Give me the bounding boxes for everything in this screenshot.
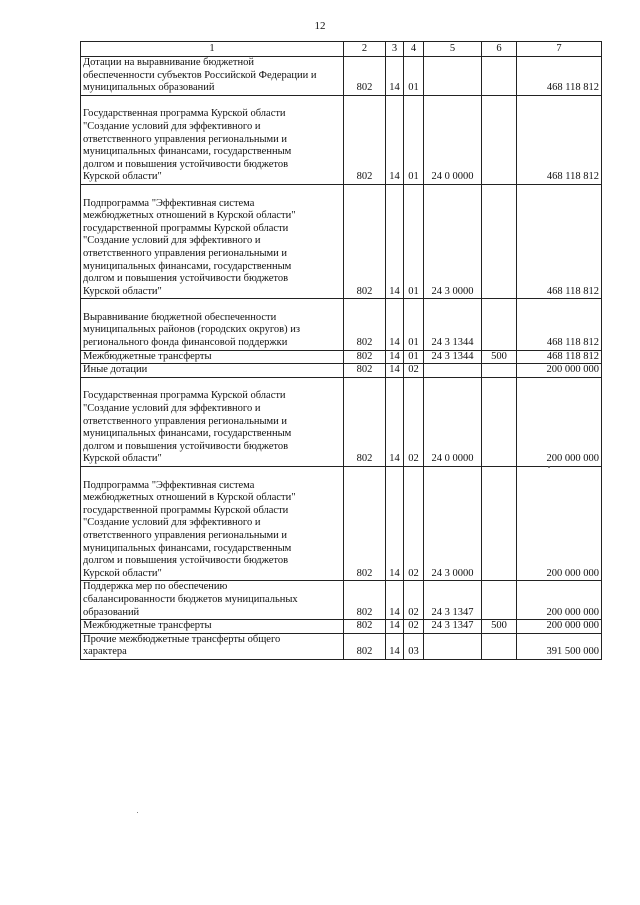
description-line: "Создание условий для эффективного и <box>83 403 261 415</box>
cell-c2: 802 <box>344 364 386 378</box>
cell-c3: 14 <box>386 467 404 581</box>
description-line: регионального фонда финансовой поддержки <box>83 337 288 349</box>
cell-c3: 14 <box>386 57 404 96</box>
cell-c3: 14 <box>386 364 404 378</box>
description-line: ответственного управления региональными и <box>83 529 288 541</box>
cell-c6 <box>482 581 517 620</box>
description-line: муниципальных финансами, государственным <box>83 260 292 272</box>
description-line: Курской области" <box>83 285 162 297</box>
description-line: муниципальных финансами, государственным <box>83 542 292 554</box>
cell-c3: 14 <box>386 299 404 350</box>
row-description <box>81 364 344 378</box>
budget-table <box>80 41 602 660</box>
cell-c5: 24 3 1347 <box>424 581 482 620</box>
description-line: Государственная программа Курской области <box>83 108 286 120</box>
cell-c2: 802 <box>344 95 386 184</box>
table-row <box>81 350 602 364</box>
cell-c6 <box>482 184 517 298</box>
cell-c5: 24 0 0000 <box>424 377 482 466</box>
description-line: долгом и повышения устойчивости бюджетов <box>83 555 289 567</box>
row-description <box>81 95 344 184</box>
table-row <box>81 95 602 184</box>
description-line: долгом и повышения устойчивости бюджетов <box>83 158 289 170</box>
cell-c3: 14 <box>386 377 404 466</box>
row-description <box>81 633 344 659</box>
cell-c3: 14 <box>386 95 404 184</box>
cell-c2: 802 <box>344 620 386 634</box>
scan-speck <box>137 812 138 813</box>
cell-c5: 24 3 0000 <box>424 467 482 581</box>
cell-c5: 24 3 0000 <box>424 184 482 298</box>
description-line: Курской области" <box>83 567 162 579</box>
description-line: государственной программы Курской области <box>83 222 289 234</box>
cell-c7: 468 118 812 <box>517 299 602 350</box>
description-line: Подпрограмма "Эффективная система <box>83 479 255 491</box>
header-col-7: 7 <box>517 42 602 57</box>
cell-c4: 01 <box>404 299 424 350</box>
description-line: Выравнивание бюджетной обеспеченности <box>83 311 277 323</box>
description-line: долгом и повышения устойчивости бюджетов <box>83 273 289 285</box>
cell-c5: 24 3 1344 <box>424 299 482 350</box>
description-line: муниципальных районов (городских округов) из <box>83 324 300 336</box>
cell-c6 <box>482 57 517 96</box>
cell-c7: 468 118 812 <box>517 350 602 364</box>
cell-c3: 14 <box>386 350 404 364</box>
row-description <box>81 299 344 350</box>
description-line: обеспеченности субъектов Российской Федерации и <box>83 69 317 81</box>
header-col-5: 5 <box>424 42 482 57</box>
table-row <box>81 467 602 581</box>
cell-c6: 500 <box>482 620 517 634</box>
description-line: сбалансированности бюджетов муниципальных <box>83 593 298 605</box>
description-line: муниципальных образований <box>83 82 215 94</box>
cell-c2: 802 <box>344 299 386 350</box>
description-line: образований <box>83 606 140 618</box>
cell-c6: 500 <box>482 350 517 364</box>
cell-c3: 14 <box>386 581 404 620</box>
cell-c3: 14 <box>386 184 404 298</box>
cell-c6 <box>482 364 517 378</box>
header-col-4: 4 <box>404 42 424 57</box>
cell-c2: 802 <box>344 377 386 466</box>
cell-c4: 01 <box>404 184 424 298</box>
cell-c4: 02 <box>404 467 424 581</box>
description-line: Подпрограмма "Эффективная система <box>83 197 255 209</box>
row-description <box>81 467 344 581</box>
cell-c7: 200 000 000 <box>517 581 602 620</box>
cell-c7: 200 000 000 <box>517 364 602 378</box>
description-line: долгом и повышения устойчивости бюджетов <box>83 440 289 452</box>
description-line: Иные дотации <box>83 364 148 376</box>
table-row <box>81 581 602 620</box>
row-description <box>81 620 344 634</box>
description-line: "Создание условий для эффективного и <box>83 120 261 132</box>
description-line: ответственного управления региональными и <box>83 415 288 427</box>
cell-c7: 468 118 812 <box>517 95 602 184</box>
table-row <box>81 377 602 466</box>
cell-c6 <box>482 299 517 350</box>
header-col-3: 3 <box>386 42 404 57</box>
cell-c4: 03 <box>404 633 424 659</box>
description-line: межбюджетных отношений в Курской области" <box>83 210 296 222</box>
cell-c5: 24 3 1344 <box>424 350 482 364</box>
cell-c2: 802 <box>344 467 386 581</box>
cell-c7: 200 000 000 <box>517 467 602 581</box>
description-line: Дотации на выравнивание бюджетной <box>83 57 255 68</box>
blank-line <box>83 96 341 109</box>
scan-speck <box>548 466 550 468</box>
description-line: ответственного управления региональными и <box>83 133 288 145</box>
cell-c7: 200 000 000 <box>517 620 602 634</box>
description-line: Курской области" <box>83 171 162 183</box>
cell-c2: 802 <box>344 581 386 620</box>
cell-c2: 802 <box>344 57 386 96</box>
header-col-2: 2 <box>344 42 386 57</box>
cell-c3: 14 <box>386 633 404 659</box>
row-description <box>81 350 344 364</box>
description-line: Курской области" <box>83 453 162 465</box>
cell-c4: 02 <box>404 620 424 634</box>
table-row <box>81 57 602 96</box>
cell-c7: 200 000 000 <box>517 377 602 466</box>
description-line: Межбюджетные трансферты <box>83 350 212 362</box>
description-line: Прочие межбюджетные трансферты общего <box>83 633 281 645</box>
cell-c4: 02 <box>404 364 424 378</box>
blank-line <box>83 185 341 198</box>
cell-c2: 802 <box>344 184 386 298</box>
cell-c6 <box>482 95 517 184</box>
cell-c4: 02 <box>404 581 424 620</box>
cell-c7: 391 500 000 <box>517 633 602 659</box>
row-description <box>81 377 344 466</box>
cell-c4: 01 <box>404 57 424 96</box>
description-line: Межбюджетные трансферты <box>83 620 212 632</box>
cell-c2: 802 <box>344 633 386 659</box>
cell-c7: 468 118 812 <box>517 184 602 298</box>
cell-c5 <box>424 633 482 659</box>
description-line: муниципальных финансами, государственным <box>83 428 292 440</box>
blank-line <box>83 299 341 312</box>
description-line: муниципальных финансами, государственным <box>83 146 292 158</box>
table-header-row <box>81 42 602 57</box>
description-line: Государственная программа Курской области <box>83 390 286 402</box>
header-col-6: 6 <box>482 42 517 57</box>
table-row <box>81 299 602 350</box>
cell-c6 <box>482 633 517 659</box>
description-line: "Создание условий для эффективного и <box>83 517 261 529</box>
page-number: 12 <box>314 20 326 32</box>
cell-c5 <box>424 57 482 96</box>
cell-c5: 24 3 1347 <box>424 620 482 634</box>
header-col-1: 1 <box>81 42 344 57</box>
blank-line <box>83 378 341 391</box>
table-row <box>81 364 602 378</box>
cell-c6 <box>482 377 517 466</box>
cell-c4: 02 <box>404 377 424 466</box>
description-line: государственной программы Курской области <box>83 504 289 516</box>
row-description <box>81 57 344 96</box>
description-line: ответственного управления региональными и <box>83 247 288 259</box>
description-line: характера <box>83 646 127 658</box>
description-line: Поддержка мер по обеспечению <box>83 581 228 593</box>
cell-c5 <box>424 364 482 378</box>
description-line: "Создание условий для эффективного и <box>83 235 261 247</box>
table-row <box>81 620 602 634</box>
table-row <box>81 633 602 659</box>
table-row <box>81 184 602 298</box>
cell-c4: 01 <box>404 350 424 364</box>
cell-c6 <box>482 467 517 581</box>
row-description <box>81 581 344 620</box>
cell-c3: 14 <box>386 620 404 634</box>
cell-c2: 802 <box>344 350 386 364</box>
cell-c5: 24 0 0000 <box>424 95 482 184</box>
cell-c4: 01 <box>404 95 424 184</box>
description-line: межбюджетных отношений в Курской области" <box>83 492 296 504</box>
blank-line <box>83 467 341 480</box>
row-description <box>81 184 344 298</box>
cell-c7: 468 118 812 <box>517 57 602 96</box>
